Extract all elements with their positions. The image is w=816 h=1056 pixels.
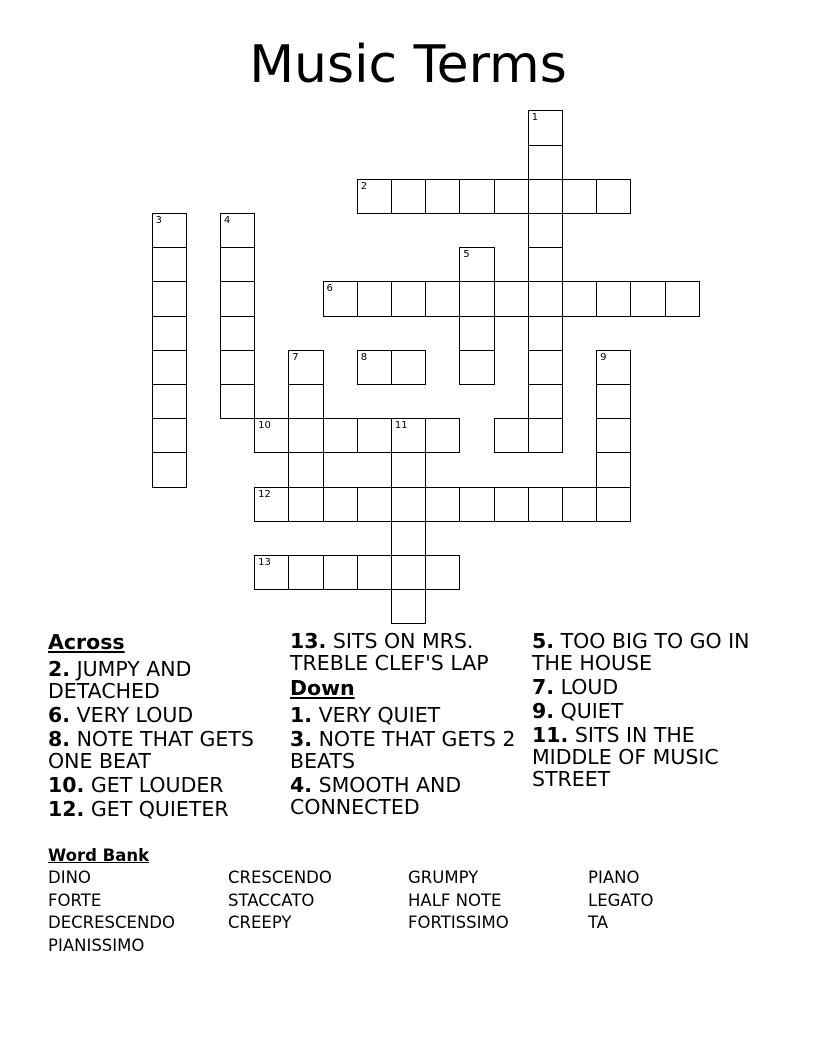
clue-number: 6 <box>326 283 333 295</box>
word-bank-item: DINO <box>48 868 91 887</box>
crossword-cell[interactable] <box>152 247 187 282</box>
clue-number: 10 <box>258 420 271 432</box>
word-bank-item: CRESCENDO <box>228 868 332 887</box>
crossword-cell[interactable] <box>357 418 392 453</box>
crossword-cell[interactable] <box>596 179 631 214</box>
clue-across-13: 13. SITS ON MRS. TREBLE CLEF'S LAP <box>290 629 489 675</box>
crossword-cell[interactable] <box>459 487 494 522</box>
crossword-cell[interactable] <box>391 589 426 624</box>
crossword-cell[interactable] <box>562 281 597 316</box>
crossword-cell[interactable] <box>220 384 255 419</box>
crossword-cell[interactable] <box>391 179 426 214</box>
crossword-cell[interactable] <box>391 555 426 590</box>
crossword-cell[interactable] <box>220 247 255 282</box>
word-bank-item: TA <box>588 913 609 932</box>
crossword-cell[interactable] <box>425 487 460 522</box>
clue-down-3: 3. NOTE THAT GETS 2 BEATS <box>290 727 516 773</box>
clue-number: 13 <box>258 556 271 568</box>
crossword-cell[interactable] <box>596 418 631 453</box>
clue-down-9: 9. QUIET <box>532 699 624 723</box>
crossword-cell[interactable] <box>425 281 460 316</box>
crossword-cell[interactable] <box>494 487 529 522</box>
crossword-cell[interactable] <box>288 418 323 453</box>
word-bank-title: Word Bank <box>48 846 150 865</box>
crossword-cell[interactable] <box>459 350 494 385</box>
crossword-cell[interactable] <box>596 281 631 316</box>
crossword-cell[interactable] <box>528 213 563 248</box>
clue-number: 7 <box>292 351 299 363</box>
clue-number: 12 <box>258 488 271 500</box>
crossword-cell[interactable] <box>357 555 392 590</box>
clue-down-7: 7. LOUD <box>532 675 619 699</box>
crossword-cell[interactable] <box>425 555 460 590</box>
word-bank-item: DECRESCENDO <box>48 913 175 932</box>
crossword-cell[interactable] <box>528 316 563 351</box>
crossword-cell[interactable] <box>596 452 631 487</box>
crossword-cell[interactable] <box>391 418 426 453</box>
crossword-cell[interactable] <box>220 316 255 351</box>
crossword-cell[interactable] <box>220 213 255 248</box>
crossword-cell[interactable] <box>528 350 563 385</box>
crossword-cell[interactable] <box>323 281 358 316</box>
crossword-cell[interactable] <box>528 384 563 419</box>
word-bank-item: LEGATO <box>588 891 654 910</box>
crossword-cell[interactable] <box>528 247 563 282</box>
word-bank-item: GRUMPY <box>408 868 479 887</box>
crossword-cell[interactable] <box>288 384 323 419</box>
clue-across-10: 10. GET LOUDER <box>48 773 224 797</box>
crossword-cell[interactable] <box>152 213 187 248</box>
crossword-cell[interactable] <box>357 281 392 316</box>
crossword-cell[interactable] <box>323 555 358 590</box>
crossword-cell[interactable] <box>596 487 631 522</box>
word-bank-item: CREEPY <box>228 913 292 932</box>
crossword-cell[interactable] <box>459 281 494 316</box>
clues-column-3 <box>532 630 762 792</box>
crossword-cell[interactable] <box>254 487 289 522</box>
crossword-cell[interactable] <box>152 281 187 316</box>
crossword-cell[interactable] <box>391 452 426 487</box>
crossword-cell[interactable] <box>391 487 426 522</box>
clues-column-1 <box>48 630 278 822</box>
clue-number: 3 <box>155 214 162 226</box>
crossword-cell[interactable] <box>391 521 426 556</box>
crossword-cell[interactable] <box>152 452 187 487</box>
crossword-cell[interactable] <box>528 110 563 145</box>
crossword-cell[interactable] <box>459 316 494 351</box>
clue-across-12: 12. GET QUIETER <box>48 797 229 821</box>
clue-down-5: 5. TOO BIG TO GO IN THE HOUSE <box>532 629 750 675</box>
crossword-cell[interactable] <box>665 281 700 316</box>
clue-number: 9 <box>600 351 607 363</box>
word-bank-item: HALF NOTE <box>408 891 502 910</box>
crossword-cell[interactable] <box>254 555 289 590</box>
crossword-cell[interactable] <box>288 487 323 522</box>
crossword-cell[interactable] <box>391 281 426 316</box>
clue-across-2: 2. JUMPY AND DETACHED <box>48 657 192 703</box>
crossword-cell[interactable] <box>254 418 289 453</box>
clue-down-1: 1. VERY QUIET <box>290 703 441 727</box>
down-heading: Down <box>290 676 355 700</box>
crossword-cell[interactable] <box>528 179 563 214</box>
crossword-cell[interactable] <box>152 316 187 351</box>
crossword-cell[interactable] <box>152 350 187 385</box>
across-heading: Across <box>48 630 125 654</box>
crossword-cell[interactable] <box>630 281 665 316</box>
crossword-cell[interactable] <box>596 350 631 385</box>
clue-number: 4 <box>223 214 231 226</box>
crossword-cell[interactable] <box>494 179 529 214</box>
clue-number: 5 <box>463 249 470 261</box>
clue-across-6: 6. VERY LOUD <box>48 703 194 727</box>
crossword-cell[interactable] <box>323 418 358 453</box>
clues-column-2 <box>290 630 520 820</box>
word-bank-item: PIANO <box>588 868 640 887</box>
clue-number: 1 <box>531 112 539 124</box>
crossword-cell[interactable] <box>357 350 392 385</box>
crossword-cell[interactable] <box>494 418 529 453</box>
clue-number: 8 <box>360 351 368 363</box>
clue-across-8: 8. NOTE THAT GETS ONE BEAT <box>48 727 254 773</box>
crossword-cell[interactable] <box>323 487 358 522</box>
crossword-cell[interactable] <box>528 418 563 453</box>
word-bank-item: PIANISSIMO <box>48 936 145 955</box>
crossword-cell[interactable] <box>220 281 255 316</box>
crossword-cell[interactable] <box>528 487 563 522</box>
crossword-cell[interactable] <box>528 281 563 316</box>
crossword-cell[interactable] <box>562 487 597 522</box>
crossword-cell[interactable] <box>562 179 597 214</box>
crossword-cell[interactable] <box>152 418 187 453</box>
crossword-cell[interactable] <box>357 487 392 522</box>
crossword-cell[interactable] <box>425 418 460 453</box>
crossword-cell[interactable] <box>288 350 323 385</box>
crossword-cell[interactable] <box>357 179 392 214</box>
crossword-cell[interactable] <box>494 281 529 316</box>
word-bank-item: STACCATO <box>228 891 315 910</box>
crossword-cell[interactable] <box>288 452 323 487</box>
page-title: Music Terms <box>249 35 567 95</box>
clue-number: 2 <box>360 180 368 192</box>
word-bank-item: FORTISSIMO <box>408 913 509 932</box>
crossword-cell[interactable] <box>391 350 426 385</box>
crossword-cell[interactable] <box>288 555 323 590</box>
clue-down-11: 11. SITS IN THE MIDDLE OF MUSIC STREET <box>532 723 719 791</box>
crossword-cell[interactable] <box>425 179 460 214</box>
crossword-cell[interactable] <box>152 384 187 419</box>
crossword-cell[interactable] <box>528 145 563 180</box>
word-bank-item: FORTE <box>48 891 102 910</box>
crossword-cell[interactable] <box>459 247 494 282</box>
crossword-cell[interactable] <box>596 384 631 419</box>
crossword-cell[interactable] <box>220 350 255 385</box>
crossword-cell[interactable] <box>459 179 494 214</box>
clue-number: 11 <box>394 420 408 432</box>
clue-down-4: 4. SMOOTH AND CONNECTED <box>290 773 462 819</box>
